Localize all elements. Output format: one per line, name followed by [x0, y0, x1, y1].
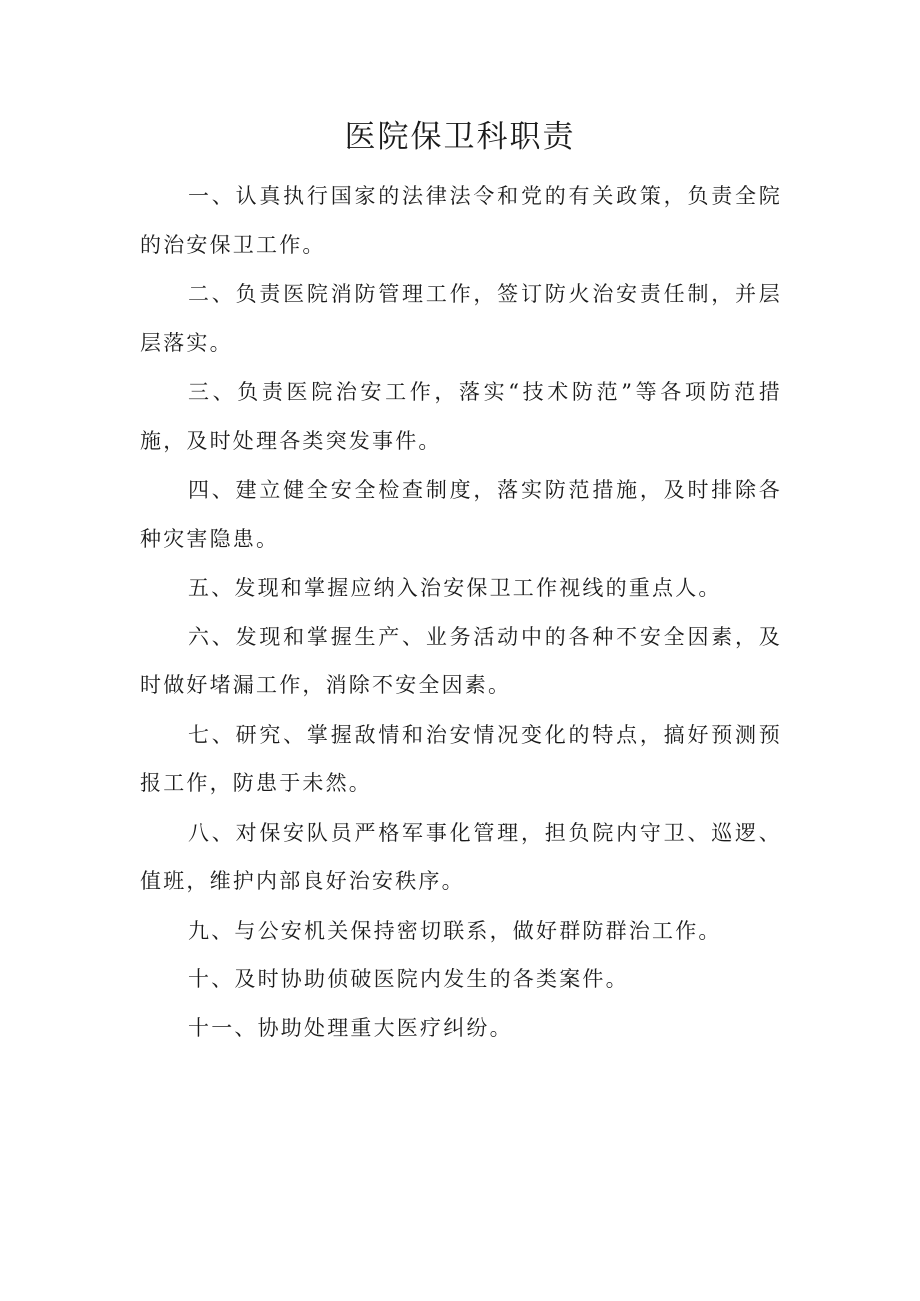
duty-paragraph-2: 二、负责医院消防管理工作，签订防火治安责任制，并层层落实。 — [140, 282, 782, 355]
duty-paragraph-1: 一、认真执行国家的法律法令和党的有关政策，负责全院的治安保卫工作。 — [140, 184, 782, 257]
duty-paragraph-11: 十一、协助处理重大医疗纠纷。 — [188, 1015, 513, 1040]
document-title: 医院保卫科职责 — [344, 119, 576, 155]
duty-paragraph-7: 七、研究、掌握敌情和治安情况变化的特点，搞好预测预报工作，防患于未然。 — [140, 722, 782, 795]
duty-paragraph-4: 四、建立健全安全检查制度，落实防范措施，及时排除各种灾害隐患。 — [140, 478, 782, 551]
duty-paragraph-9: 九、与公安机关保持密切联系，做好群防群治工作。 — [188, 918, 722, 943]
duty-paragraph-3: 三、负责医院治安工作，落实“技术防范”等各项防范措施，及时处理各类突发事件。 — [140, 380, 782, 453]
duty-paragraph-6: 六、发现和掌握生产、业务活动中的各种不安全因素，及时做好堵漏工作，消除不安全因素。 — [140, 624, 782, 697]
duty-paragraph-8: 八、对保安队员严格军事化管理，担负院内守卫、巡逻、值班，维护内部良好治安秩序。 — [140, 820, 782, 893]
duty-paragraph-10: 十、及时协助侦破医院内发生的各类案件。 — [188, 967, 629, 991]
duty-paragraph-5: 五、发现和掌握应纳入治安保卫工作视线的重点人。 — [188, 576, 722, 600]
document-body — [140, 172, 782, 1052]
